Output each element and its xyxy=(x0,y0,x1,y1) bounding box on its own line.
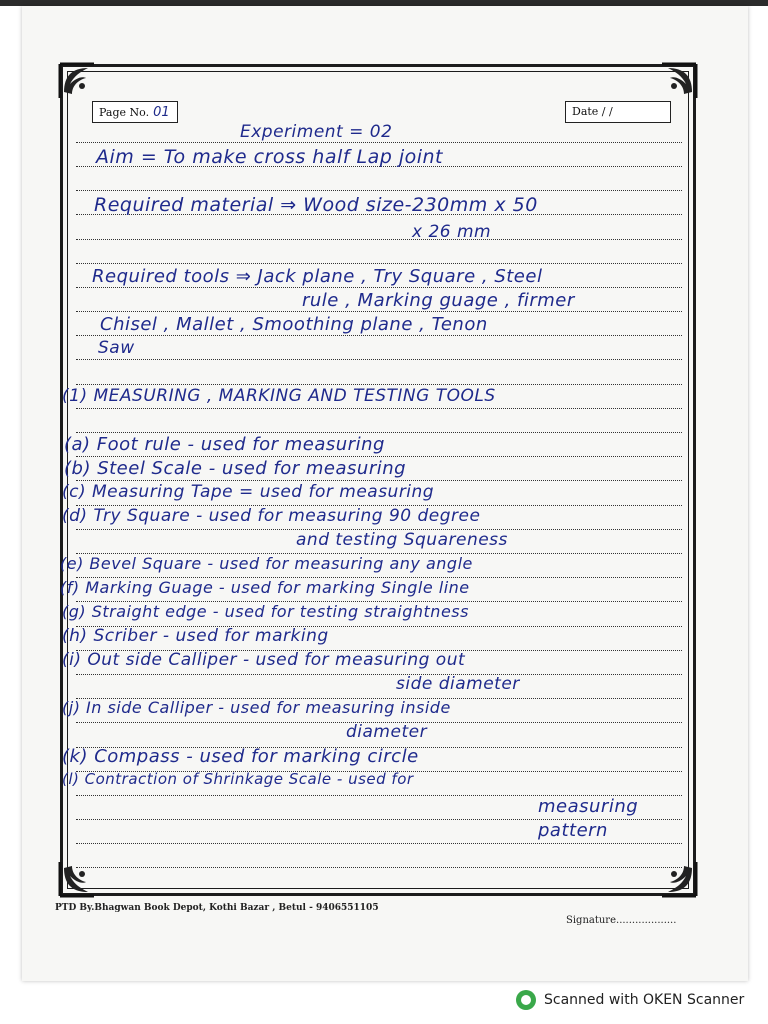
material-line: Required material ⇒ Wood size-230mm x 50 xyxy=(94,194,538,216)
tools-line-cont: rule , Marking guage , firmer xyxy=(302,290,575,311)
list-item-cont: and testing Squareness xyxy=(296,530,508,550)
ruled-line xyxy=(76,432,682,433)
ruled-line xyxy=(76,867,682,868)
tools-line-cont: Chisel , Mallet , Smoothing plane , Tenon xyxy=(100,314,488,335)
list-item: (g) Straight edge - used for testing straightness xyxy=(62,602,469,621)
ruled-line xyxy=(76,480,682,481)
ruled-line xyxy=(76,142,682,143)
ruled-line xyxy=(76,456,682,457)
list-item: (c) Measuring Tape = used for measuring xyxy=(62,482,435,502)
list-item: (e) Bevel Square - used for measuring any angle xyxy=(60,554,473,573)
tools-line: Required tools ⇒ Jack plane , Try Square , Steel xyxy=(92,266,543,287)
ruled-line xyxy=(76,674,682,675)
ruled-line xyxy=(76,408,682,409)
material-line-cont: x 26 mm xyxy=(412,222,492,242)
list-item-cont: pattern xyxy=(538,820,608,841)
list-item: (l) Contraction of Shrinkage Scale - used for xyxy=(62,770,414,788)
list-item: (b) Steel Scale - used for measuring xyxy=(64,458,407,479)
section-heading: (1) MEASURING , MARKING AND TESTING TOOLS xyxy=(62,386,496,406)
ruled-line xyxy=(76,287,682,288)
date-label: Date / / xyxy=(572,105,613,118)
list-item: (i) Out side Calliper - used for measuring out xyxy=(62,650,466,670)
ruled-line xyxy=(76,335,682,336)
list-item-cont: side diameter xyxy=(396,674,520,694)
list-item: (j) In side Calliper - used for measuring inside xyxy=(62,698,451,717)
printer-credit: PTD By.Bhagwan Book Depot, Kothi Bazar , Betul - 9406551105 xyxy=(55,903,379,913)
oken-logo-icon xyxy=(516,990,536,1010)
page-number-box xyxy=(92,101,178,123)
ornament-corner-icon xyxy=(58,62,96,100)
list-item: (d) Try Square - used for measuring 90 degree xyxy=(62,506,481,526)
ruled-line xyxy=(76,359,682,360)
ruled-line xyxy=(76,263,682,264)
tools-line-cont: Saw xyxy=(98,338,135,358)
scanner-watermark xyxy=(516,990,744,1010)
list-item: (f) Marking Guage - used for marking Single line xyxy=(60,578,470,597)
ruled-line xyxy=(76,311,682,312)
ornament-corner-icon xyxy=(58,860,96,898)
ruled-line xyxy=(76,384,682,385)
ruled-line xyxy=(76,239,682,240)
date-box xyxy=(565,101,671,123)
list-item: (a) Foot rule - used for measuring xyxy=(64,434,385,455)
list-item: (h) Scriber - used for marking xyxy=(62,626,329,646)
ornament-corner-icon xyxy=(660,860,698,898)
ornament-corner-icon xyxy=(660,62,698,100)
list-item-cont: measuring xyxy=(538,796,639,817)
list-item-cont: diameter xyxy=(346,722,428,742)
aim-line: Aim = To make cross half Lap joint xyxy=(96,146,444,168)
experiment-number: Experiment = 02 xyxy=(240,122,393,142)
signature-label: Signature................... xyxy=(566,915,677,926)
page-number-label: Page No. xyxy=(99,106,150,119)
ruled-line xyxy=(76,843,682,844)
ruled-line xyxy=(76,190,682,191)
scanner-watermark-text: Scanned with OKEN Scanner xyxy=(544,992,745,1008)
list-item: (k) Compass - used for marking circle xyxy=(62,746,419,767)
page-number-value: 01 xyxy=(153,105,170,120)
